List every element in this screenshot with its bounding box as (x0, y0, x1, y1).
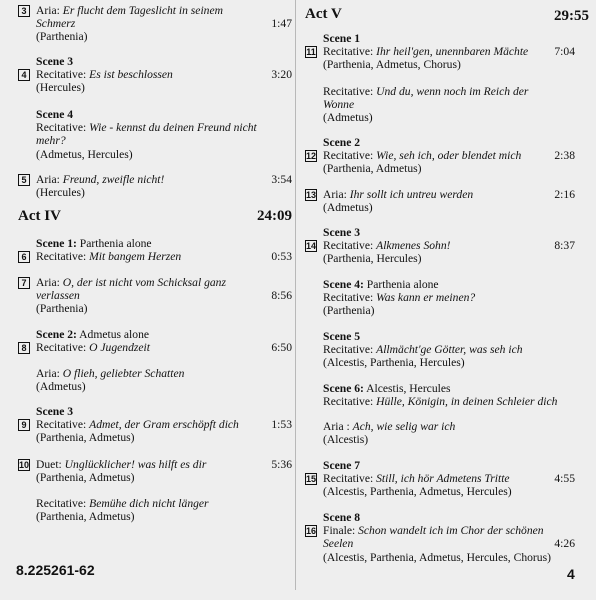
track-8: Scene 2: Admetus alone 8 6:50 Recitative: O Jugendzeit (36, 328, 292, 354)
track-cast: (Admetus) (323, 201, 373, 215)
track-number: 9 (18, 419, 30, 431)
track-cast: (Parthenia) (36, 302, 88, 316)
track-11: 11 7:04 Recitative: Ihr heil'gen, unennbaren Mächte (Parthenia, Admetus, Chorus) (323, 45, 593, 71)
track-cast: (Parthenia) (323, 304, 375, 318)
track-title: Er flucht dem Tageslicht in seinem (62, 4, 223, 17)
scene-heading: Scene 2 (323, 136, 361, 149)
track-duration: 8:56 (271, 289, 292, 302)
scene-8-block (306, 511, 593, 564)
scene-2-block (306, 136, 593, 176)
scene-heading: Scene 3 (36, 405, 74, 418)
track-duration: 5:36 (271, 458, 292, 471)
track-cast: (Parthenia, Admetus) (36, 510, 135, 524)
track-duration: 8:37 (554, 239, 575, 253)
track-duration: 3:54 (271, 173, 292, 186)
aria-ach-wie-selig: Aria : Ach, wie selig war ich (Alcestis) (323, 420, 593, 446)
track-title: Mit bangem Herzen (89, 250, 182, 264)
scene-4-block: Scene 4 Recitative: Wie - kennst du deinen Freund nicht mehr? (Admetus, Hercules) (36, 108, 292, 161)
track-number: 10 (19, 460, 30, 470)
scene-heading: Scene 4: (323, 278, 364, 291)
track-13: 13 2:16 Aria: Ihr sollt ich untreu werden (Admetus) (323, 188, 593, 214)
track-number: 15 (306, 474, 317, 485)
track-7: 7 8:56 Aria: O, der ist nicht vom Schicksal ganz verlassen (Parthenia) (36, 276, 292, 316)
catalog-number: 8.225261-62 (16, 562, 95, 578)
track-title: Ihr heil'gen, unennbaren Mächte (376, 45, 529, 59)
track-3: 3 1:47 Aria: Er flucht dem Tageslicht in seinem Schmerz (Parthenia) (36, 4, 292, 44)
track-cast: (Parthenia, Admetus) (323, 162, 422, 176)
track-cast: (Alcestis, Parthenia, Admetus, Hercules, Chorus) (323, 550, 551, 564)
track-cast: (Alcestis, Parthenia, Admetus, Hercules) (323, 485, 512, 499)
track-duration: 0:53 (271, 250, 292, 264)
track-title: Still, ich hör Admetens Tritte (376, 472, 510, 486)
track-title: O, der ist nicht vom Schicksal ganz (62, 276, 226, 289)
act-iv-duration: 24:09 (257, 208, 292, 224)
scene-5-block: Scene 5 Recitative: Allmächt'ge Götter, was seh ich (Alcestis, Parthenia, Hercules) (323, 330, 593, 370)
track-duration: 3:20 (271, 68, 292, 82)
track-14: 14 8:37 Recitative: Alkmenes Sohn! (Parthenia, Hercules) (323, 239, 593, 265)
track-title: Admet, der Gram erschöpft dich (89, 418, 239, 432)
track-cast: (Alcestis) (323, 433, 369, 447)
track-title: Freund, zweifle nicht! (62, 173, 165, 186)
track-cast: (Admetus, Hercules) (36, 147, 133, 161)
scene-4-block: Scene 4: Parthenia alone Recitative: Was kann er meinen? (Parthenia) (323, 278, 593, 318)
track-number: 4 (18, 69, 30, 81)
track-title: Und du, wenn noch im Reich der (376, 85, 529, 98)
track-cast: (Parthenia, Hercules) (323, 252, 422, 266)
track-title: Ach, wie selig war ich (352, 420, 456, 433)
act-v-heading: Act V (305, 6, 342, 22)
track-5: 5 3:54 Aria: Freund, zweifle nicht! (Hercules) (36, 173, 292, 199)
scene-heading: Scene 3 (323, 226, 361, 239)
scene-heading: Scene 5 (323, 330, 361, 343)
track-cast: (Alcestis, Parthenia, Hercules) (323, 356, 465, 370)
scene-3-block (306, 226, 593, 266)
track-9: 9 1:53 Recitative: Admet, der Gram erschöpft dich (Parthenia, Admetus) (36, 418, 292, 444)
column-divider (295, 0, 296, 590)
scene-heading: Scene 8 (323, 511, 361, 524)
track-duration: 6:50 (271, 341, 292, 355)
scene-heading: Scene 1 (323, 32, 361, 45)
recitative-und-du: Recitative: Und du, wenn noch im Reich der Wonne (Admetus) (323, 85, 593, 125)
track-duration: 4:55 (554, 472, 575, 486)
track-title: Unglücklicher! was hilft es dir (64, 458, 207, 471)
track-title: Wie - kennst du deinen Freund nicht (89, 121, 257, 135)
track-title: Hülle, Königin, in deinen Schleier dich (376, 395, 558, 409)
track-title: Bemühe dich nicht länger (89, 497, 209, 510)
track-title: Wie, seh ich, oder blendet mich (376, 149, 522, 163)
aria-o-flieh: Aria: O flieh, geliebter Schatten (Admetus) (36, 367, 292, 393)
track-cast: (Admetus) (323, 111, 373, 125)
scene-heading: Scene 1: (36, 237, 77, 250)
recitative-bemuehe: Recitative: Bemühe dich nicht länger (Parthenia, Admetus) (36, 497, 292, 523)
track-title: Was kann er meinen? (376, 291, 476, 305)
track-number: 3 (18, 5, 30, 17)
track-cast: (Admetus) (36, 380, 86, 394)
track-duration: 2:16 (554, 188, 575, 201)
track-title: Allmächt'ge Götter, was seh ich (376, 343, 523, 357)
track-15: 15 4:55 Recitative: Still, ich hör Admetens Tritte (Alcestis, Parthenia, Admetus, Hercules) (323, 472, 593, 498)
scene-3-block (21, 55, 292, 95)
track-number: 7 (18, 277, 30, 289)
track-title: Schon wandelt ich im Chor der schönen (358, 524, 544, 538)
track-cast: (Parthenia, Admetus, Chorus) (323, 58, 461, 72)
track-number: 8 (18, 342, 30, 354)
scene-heading: Scene 4 (36, 108, 74, 121)
track-duration: 7:04 (554, 45, 575, 59)
track-4: 4 3:20 Recitative: Es ist beschlossen (Hercules) (36, 68, 292, 94)
scene-heading: Scene 2: (36, 328, 77, 341)
scene-6-block: Scene 6: Alcestis, Hercules Recitative: Hülle, Königin, in deinen Schleier dich (323, 382, 558, 409)
scene-heading: Scene 7 (323, 459, 361, 472)
scene-heading: Scene 3 (36, 55, 74, 68)
scene-1-block (306, 32, 593, 72)
track-number: 12 (306, 151, 317, 162)
track-cast: (Parthenia, Admetus) (36, 471, 135, 485)
scene-3b-block (21, 405, 292, 445)
track-duration: 4:26 (554, 537, 575, 551)
act-iv-heading: Act IV (18, 208, 61, 224)
track-10: 10 5:36 Duet: Unglücklicher! was hilft es dir (Parthenia, Admetus) (19, 458, 292, 485)
track-12: 12 2:38 Recitative: Wie, seh ich, oder blendet mich (Parthenia, Admetus) (323, 149, 593, 175)
track-title: O Jugendzeit (89, 341, 150, 355)
track-number: 5 (18, 174, 30, 186)
track-cast: (Hercules) (36, 81, 85, 95)
track-duration: 1:53 (271, 418, 292, 432)
page-number: 4 (567, 566, 575, 582)
act-v-duration: 29:55 (554, 8, 589, 24)
track-number: 16 (306, 526, 317, 537)
track-cast: (Hercules) (36, 186, 85, 200)
track-16: 16 4:26 Finale: Schon wandelt ich im Chor der schönen Seelen (Alcestis, Parthenia, Admetus, Hercules, Chorus) (323, 524, 593, 564)
track-cast: (Parthenia) (36, 30, 88, 44)
track-title: Ihr sollt ich untreu werden (349, 188, 474, 201)
track-number: 6 (18, 251, 30, 263)
track-duration: 1:47 (271, 17, 292, 30)
scene-heading: Scene 6: (323, 382, 364, 395)
track-number: 13 (306, 190, 317, 200)
scene-7-block (306, 459, 593, 499)
track-title: Alkmenes Sohn! (376, 239, 451, 253)
track-number: 11 (306, 47, 316, 58)
track-cast: (Parthenia, Admetus) (36, 431, 135, 445)
track-duration: 2:38 (554, 149, 575, 163)
track-title: Es ist beschlossen (89, 68, 173, 82)
track-number: 14 (306, 241, 317, 252)
track-title: O flieh, geliebter Schatten (62, 367, 185, 380)
track-6: Scene 1: Parthenia alone 6 0:53 Recitative: Mit bangem Herzen (36, 237, 292, 263)
